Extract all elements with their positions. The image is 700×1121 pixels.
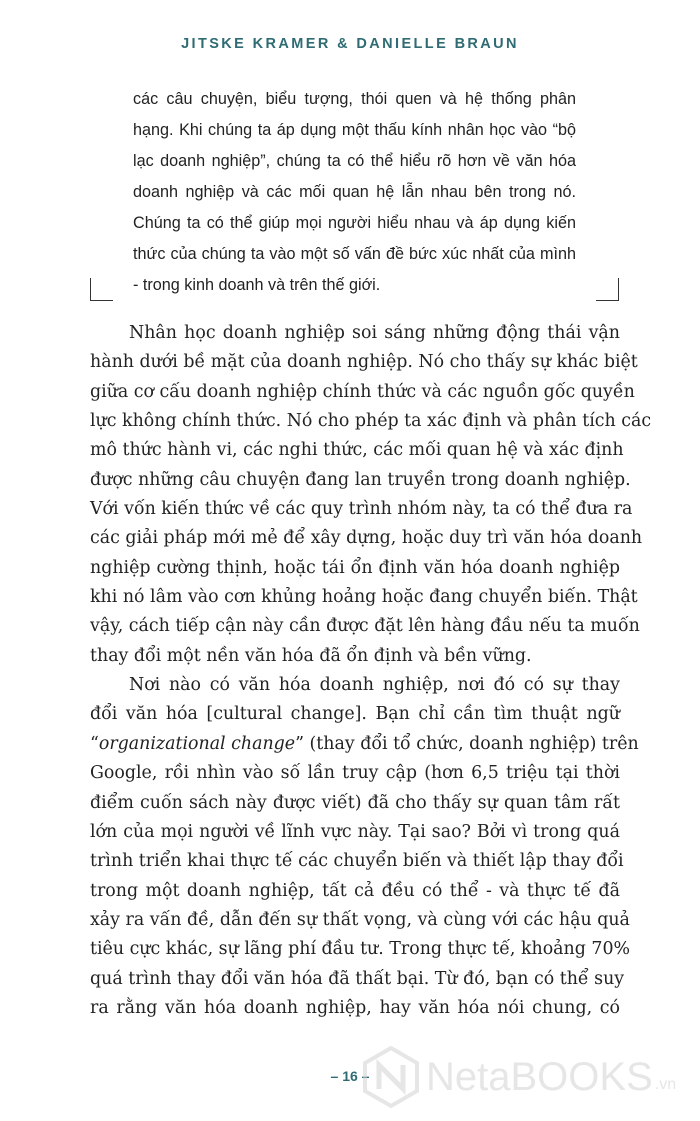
open-quote: “	[90, 733, 99, 754]
body-line: lớn của mọi người về lĩnh vực này. Tại sao? Bởi vì trong quá	[90, 821, 620, 842]
callout-line: Chúng ta có thể giúp mọi người hiểu nhau và áp dụng kiến	[133, 214, 576, 232]
callout-line: - trong kinh doanh và trên thế giới.	[133, 276, 381, 294]
italic-term: organizational change	[98, 733, 296, 754]
callout-line: các câu chuyện, biểu tượng, thói quen và hệ thống phân	[133, 90, 576, 108]
body-line: giữa cơ cấu doanh nghiệp chính thức và các nguồn gốc quyền	[90, 381, 635, 402]
page-number: – 16 –	[330, 1068, 370, 1084]
callout-line: doanh nghiệp và các mối quan hệ lẫn nhau bên trong nó.	[133, 183, 576, 201]
callout-box	[133, 84, 576, 301]
body-line-with-italic	[90, 730, 639, 759]
body-line: Nơi nào có văn hóa doanh nghiệp, nơi đó có sự thay	[129, 675, 620, 696]
netabooks-logo-icon	[362, 1046, 420, 1108]
body-line: mô thức hành vi, các nghi thức, các mối quan hệ và xác định	[90, 440, 624, 461]
callout-line: hạng. Khi chúng ta áp dụng một thấu kính nhân học vào “bộ	[133, 121, 576, 139]
body-line: được những câu chuyện đang lan truyền trong doanh nghiệp.	[90, 469, 631, 490]
callout-bracket-left	[90, 278, 113, 301]
body-line: Nhân học doanh nghiệp soi sáng những động thái vận	[129, 323, 620, 343]
body-line: khi nó lâm vào cơn khủng hoảng hoặc đang chuyển biến. Thật	[90, 587, 638, 608]
body-line: Với vốn kiến thức về các quy trình nhóm này, ta có thể đưa ra	[90, 499, 633, 520]
running-header: JITSKE KRAMER & DANIELLE BRAUN	[181, 36, 519, 52]
body-line: đổi văn hóa [cultural change]. Bạn chỉ cần tìm thuật ngữ	[90, 704, 620, 725]
body-line: trình triển khai thực tế các chuyển biến và thiết lập thay đổi	[90, 851, 624, 872]
callout-bracket-right	[596, 278, 619, 301]
body-text	[90, 319, 652, 1023]
body-line: các giải pháp mới mẻ để xây dựng, hoặc duy trì văn hóa doanh	[90, 528, 643, 549]
body-line: điểm cuốn sách này được viết) đã cho thấy sự quan tâm rất	[90, 792, 620, 813]
body-line: tiêu cực khác, sự lãng phí đầu tư. Trong thực tế, khoảng 70%	[90, 939, 631, 960]
watermark	[362, 1046, 676, 1108]
body-line: ra rằng văn hóa doanh nghiệp, hay văn hóa nói chung, có	[90, 997, 620, 1018]
body-line: trong một doanh nghiệp, tất cả đều có thể - và thực tế đã	[90, 880, 620, 901]
body-line: lực không chính thức. Nó cho phép ta xác định và phân tích các	[90, 411, 652, 432]
body-line: vậy, cách tiếp cận này cần được đặt lên hàng đầu nếu ta muốn	[90, 616, 640, 637]
callout-line: lạc doanh nghiệp”, chúng ta có thể hiểu rõ hơn về văn hóa	[133, 152, 576, 170]
callout-line: thức của chúng ta vào một số vấn đề bức xúc nhất của mình	[133, 245, 576, 263]
body-line: Google, rồi nhìn vào số lần truy cập (hơn 6,5 triệu tại thời	[90, 763, 620, 784]
watermark-brand: NetaBOOKS	[426, 1054, 653, 1099]
body-line: hành dưới bề mặt của doanh nghiệp. Nó cho thấy sự khác biệt	[90, 352, 638, 373]
body-line: nghiệp cường thịnh, hoặc tái ổn định văn hóa doanh nghiệp	[90, 557, 620, 578]
body-line: quá trình thay đổi văn hóa đã thất bại. Từ đó, bạn có thể suy	[90, 968, 625, 989]
body-line: xảy ra vấn đề, dẫn đến sự thất vọng, và cùng với các hậu quả	[90, 909, 630, 930]
line-rest: ” (thay đổi tổ chức, doanh nghiệp) trên	[295, 733, 639, 754]
watermark-suffix: .vn	[654, 1076, 677, 1093]
body-line: thay đổi một nền văn hóa đã ổn định và bền vững.	[90, 645, 532, 666]
